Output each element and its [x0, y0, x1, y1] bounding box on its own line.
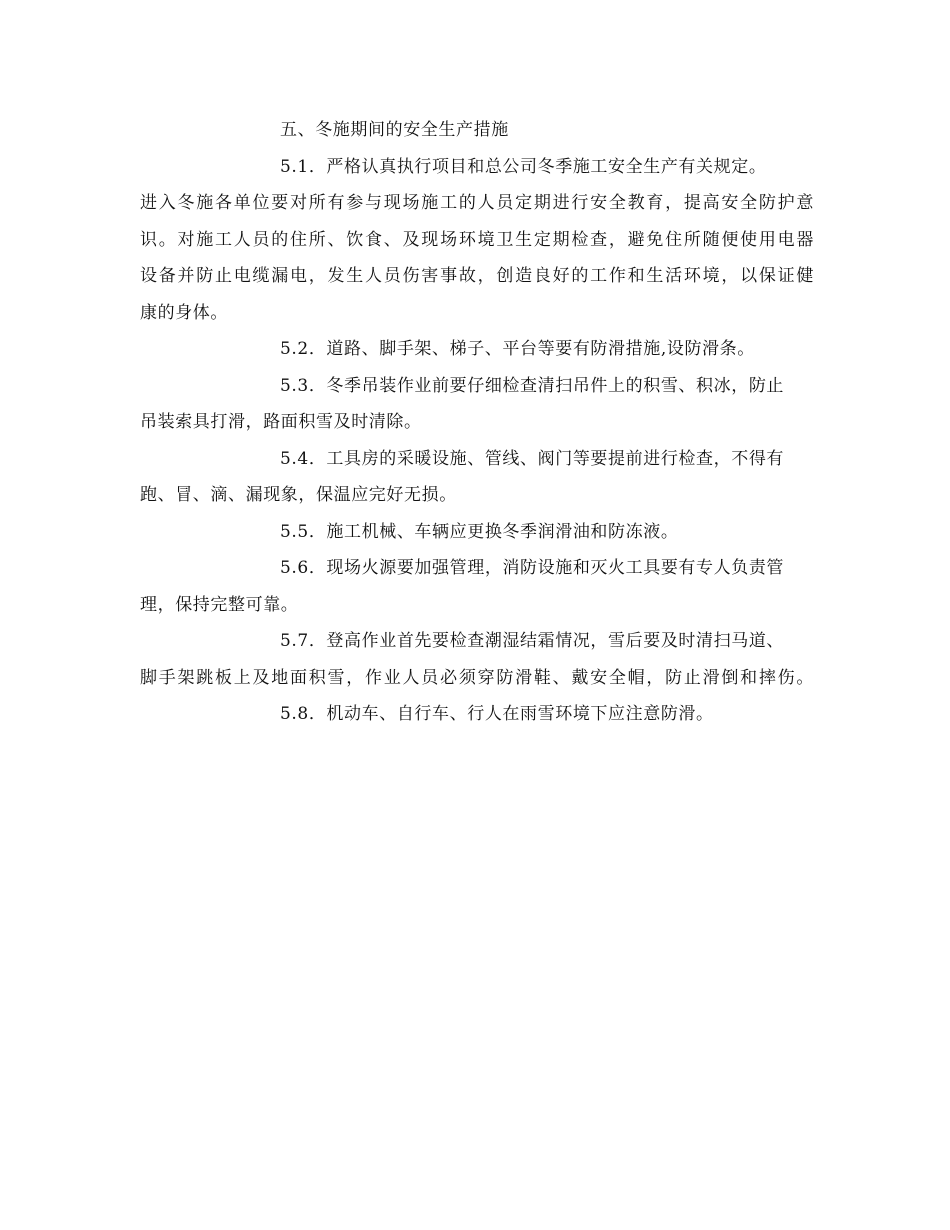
paragraph-5-2 — [140, 331, 814, 368]
paragraph-5-8 — [140, 696, 814, 733]
paragraph-line: 康的身体。 — [140, 302, 228, 323]
paragraph-line: 5.1．严格认真执行项目和总公司冬季施工安全生产有关规定。 — [280, 156, 767, 177]
paragraph-line: 跑、冒、滴、漏现象，保温应完好无损。 — [140, 485, 457, 505]
paragraph-line: 5.4．工具房的采暖设施、管线、阀门等要提前进行检查，不得有 — [280, 448, 785, 469]
paragraph-line: 5.6．现场火源要加强管理，消防设施和灭火工具要有专人负责管 — [280, 558, 785, 578]
paragraph-line: 5.3．冬季吊装作业前要仔细检查清扫吊件上的积雪、积冰，防止 — [280, 375, 785, 396]
paragraph-line: 进入冬施各单位要对所有参与现场施工的人员定期进行安全教育，提高安全防护意 — [140, 193, 814, 213]
paragraph-5-3 — [140, 368, 814, 441]
section-heading: 五、冬施期间的安全生产措施 — [280, 120, 509, 140]
paragraph-line: 5.7．登高作业首先要检查潮湿结霜情况，雪后要及时清扫马道、 — [280, 631, 785, 651]
paragraph-5-7 — [140, 623, 814, 696]
document-body — [140, 112, 814, 733]
paragraph-line: 5.5．施工机械、车辆应更换冬季润滑油和防冻液。 — [280, 521, 679, 542]
paragraph-line: 脚手架跳板上及地面积雪，作业人员必须穿防滑鞋、戴安全帽，防止滑倒和摔伤。 — [140, 667, 814, 688]
paragraph-5-6 — [140, 550, 814, 623]
paragraph-line: 理，保持完整可靠。 — [140, 594, 299, 615]
paragraph-line: 5.2．道路、脚手架、梯子、平台等要有防滑措施,设防滑条。 — [280, 339, 755, 359]
paragraph-line: 识。对施工人员的住所、饮食、及现场环境卫生定期检查，避免住所随便使用电器 — [140, 229, 814, 250]
paragraph-5-5 — [140, 514, 814, 551]
paragraph-line: 吊装索具打滑，路面积雪及时清除。 — [140, 412, 422, 432]
paragraph-5-4 — [140, 441, 814, 514]
paragraph-line: 设备并防止电缆漏电，发生人员伤害事故，创造良好的工作和生活环境，以保证健 — [140, 266, 814, 286]
paragraph-line: 5.8．机动车、自行车、行人在雨雪环境下应注意防滑。 — [280, 704, 714, 724]
paragraph-5-1 — [140, 149, 814, 332]
